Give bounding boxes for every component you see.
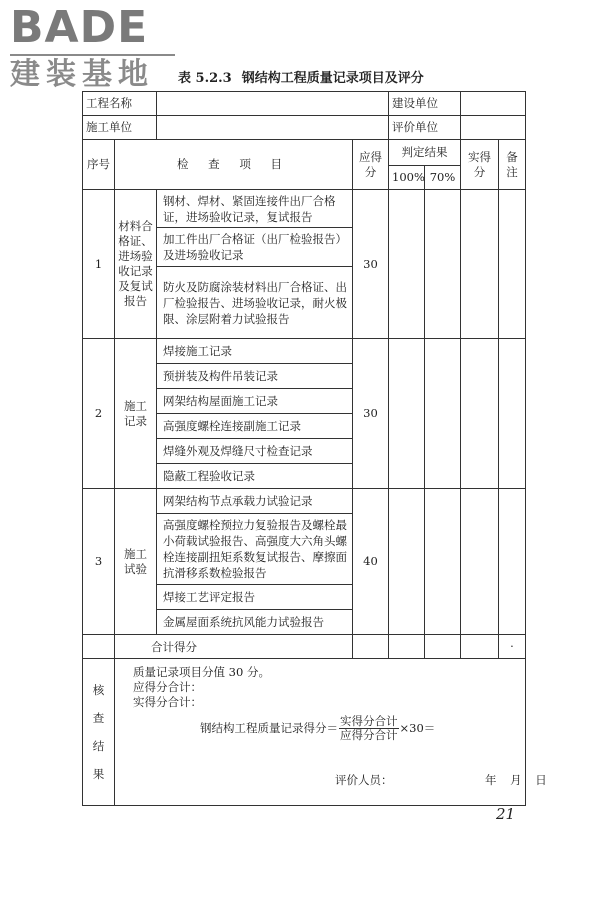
group-1-item-3: 防火及防腐涂装材料出厂合格证、出厂检验报告、进场验收记录，耐火极限、涂层附着力试验报告	[157, 267, 353, 339]
group-3-item-3: 焊接工艺评定报告	[157, 585, 353, 610]
review-char-2: 查	[92, 711, 105, 725]
total-remarks: ·	[499, 635, 526, 659]
group-3-item-1: 网架结构节点承载力试验记录	[157, 489, 353, 514]
group-2-70[interactable]	[425, 339, 461, 489]
logo-subtitle: 建装基地	[10, 57, 154, 92]
review-line-3: 实得分合计：	[133, 695, 202, 709]
group-1-70[interactable]	[425, 190, 461, 339]
evaluator-label: 评价人员：	[335, 773, 393, 787]
total-70[interactable]	[425, 635, 461, 659]
build-unit-label: 建设单位	[389, 92, 461, 116]
header-seq: 序号	[83, 140, 115, 190]
group-1-actual[interactable]	[461, 190, 499, 339]
header-remarks: 备注	[499, 140, 526, 190]
group-2-item-4: 高强度螺栓连接副施工记录	[157, 414, 353, 439]
group-3-100[interactable]	[389, 489, 425, 635]
group-3-seq: 3	[83, 489, 115, 635]
review-line-1: 质量记录项目分值 30 分。	[133, 665, 270, 679]
group-2-item-1: 焊接施工记录	[157, 339, 353, 364]
review-char-4: 果	[92, 767, 105, 781]
build-unit-value[interactable]	[461, 92, 526, 116]
header-inspection-items: 检 查 项 目	[115, 140, 353, 190]
group-1-remarks[interactable]	[499, 190, 526, 339]
logo-brand: BADE	[10, 2, 149, 53]
group-2-seq: 2	[83, 339, 115, 489]
group-3-score: 40	[353, 489, 389, 635]
header-due-score: 应得分	[353, 140, 389, 190]
bade-logo	[10, 4, 175, 92]
group-3-70[interactable]	[425, 489, 461, 635]
group-2-item-2: 预拼装及构件吊装记录	[157, 364, 353, 389]
formula-numerator: 实得分合计	[340, 714, 398, 728]
formula-fraction	[339, 715, 399, 742]
group-1-score: 30	[353, 190, 389, 339]
group-2-item-5: 焊缝外观及焊缝尺寸检查记录	[157, 439, 353, 464]
group-1-item-1: 钢材、焊材、紧固连接件出厂合格证，进场验收记录，复试报告	[157, 190, 353, 228]
group-3-remarks[interactable]	[499, 489, 526, 635]
header-70-percent: 70%	[425, 166, 461, 190]
header-judgment: 判定结果	[389, 140, 461, 166]
table-title: 钢结构工程质量记录项目及评分	[241, 71, 424, 86]
group-1-category: 材料合格证、进场验收记录及复试报告	[115, 190, 157, 339]
group-1-item-2: 加工件出厂合格证（出厂检验报告）及进场验收记录	[157, 228, 353, 267]
evaluation-unit-value[interactable]	[461, 116, 526, 140]
project-name-label: 工程名称	[83, 92, 157, 116]
page-number: 21	[496, 805, 516, 823]
group-2-remarks[interactable]	[499, 339, 526, 489]
group-1-seq: 1	[83, 190, 115, 339]
formula-suffix: ×30＝	[399, 721, 436, 735]
construction-unit-label: 施工单位	[83, 116, 157, 140]
group-3-item-2: 高强度螺栓预拉力复验报告及螺栓最小荷载试验报告、高强度大六角头螺栓连接副扭矩系数复试报告、摩擦面抗滑移系数检验报告	[157, 514, 353, 585]
group-3-category: 施工试验	[115, 489, 157, 635]
total-due[interactable]	[353, 635, 389, 659]
header-actual-score: 实得分	[461, 140, 499, 190]
project-name-value[interactable]	[157, 92, 389, 116]
date-label: 年 月 日	[485, 773, 547, 787]
group-2-100[interactable]	[389, 339, 425, 489]
total-label: 合计得分	[115, 635, 353, 659]
group-3-item-4: 金属屋面系统抗风能力试验报告	[157, 610, 353, 635]
formula-denominator: 应得分合计	[340, 728, 398, 742]
evaluation-unit-label: 评价单位	[389, 116, 461, 140]
formula-prefix: 钢结构工程质量记录得分＝	[200, 721, 338, 735]
group-1-100[interactable]	[389, 190, 425, 339]
review-char-3: 结	[92, 739, 105, 753]
table-caption	[178, 67, 434, 86]
review-char-1: 核	[92, 683, 105, 697]
total-seq-blank	[83, 635, 115, 659]
review-side-label	[83, 659, 115, 806]
score-formula	[200, 715, 435, 742]
group-2-category: 施工记录	[115, 339, 157, 489]
group-2-actual[interactable]	[461, 339, 499, 489]
table-number: 表 5.2.3	[178, 71, 232, 86]
construction-unit-value[interactable]	[157, 116, 389, 140]
group-2-item-3: 网架结构屋面施工记录	[157, 389, 353, 414]
quality-record-table	[82, 91, 547, 806]
header-100-percent: 100%	[389, 166, 425, 190]
group-2-item-6: 隐蔽工程验收记录	[157, 464, 353, 489]
total-actual[interactable]	[461, 635, 499, 659]
review-line-2: 应得分合计：	[133, 680, 202, 694]
logo-divider	[10, 54, 175, 56]
group-3-actual[interactable]	[461, 489, 499, 635]
total-100[interactable]	[389, 635, 425, 659]
group-2-score: 30	[353, 339, 389, 489]
review-result	[115, 659, 547, 806]
